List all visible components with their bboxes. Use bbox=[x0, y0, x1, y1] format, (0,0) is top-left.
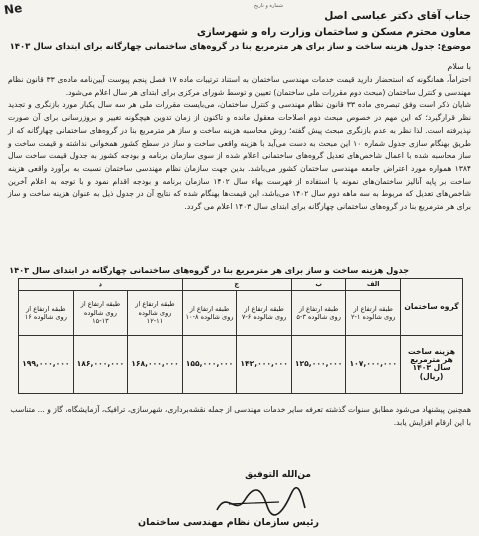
table-row bbox=[19, 279, 463, 291]
cost-value: ۱۰۷,۰۰۰,۰۰۰ bbox=[346, 335, 401, 393]
group-header: ج bbox=[182, 279, 291, 291]
cost-table bbox=[18, 278, 463, 394]
subgroup-header: طبقه ارتفاع از روی شالوده ۸-۱۰ bbox=[182, 291, 237, 336]
closing-phrase: من‌الله التوفیق bbox=[245, 470, 311, 480]
cost-value: ۱۸۶,۰۰۰,۰۰۰ bbox=[73, 335, 128, 393]
footer-paragraph: همچنین پیشنهاد می‌شود مطابق سنوات گذشته تعرفه سایر خدمات مهندسی از جمله نقشه‌برداری، شهرسازی، ترافیک، آزمایشگاه، گاز و ... متناسب با این ارقام افزایش یابد. bbox=[10, 405, 471, 427]
subgroup-header: طبقه ارتفاع از روی شالوده ۳-۵ bbox=[291, 291, 346, 336]
subgroup-header: طبقه ارتفاع از روی شالوده ۶-۷ bbox=[237, 291, 292, 336]
table-row bbox=[19, 335, 463, 393]
signer-title: رئیس سازمان نظام مهندسی ساختمان bbox=[137, 517, 319, 528]
table-row bbox=[19, 291, 463, 336]
subgroup-header: طبقه ارتفاع از روی شالوده ۱۶ bbox=[19, 291, 74, 336]
paragraph-1: احتراماً، همانگونه که استحضار دارید قیمت خدمات مهندسی ساختمان به استناد ترتیبات ماده ۱۷ فصل پنجم پیوست آیین‌نامه ماده‌ی ۳۳ قانون نظام مهندسی و کنترل ساختمان (مبحث دوم مقررات ملی ساختمان) تعیین و توسط شورای مرکزی برای ابتدای هر سال اعلام می‌شود. bbox=[8, 75, 471, 97]
subgroup-header: طبقه ارتفاع از روی شالوده ۱۱-۱۲ bbox=[128, 291, 183, 336]
value-label: هزینه ساخت هر مترمربع سال ۱۴۰۳ (ریال) bbox=[401, 335, 463, 393]
group-header: ب bbox=[291, 279, 346, 291]
subject-line: موضوع: جدول هزینه ساخت و ساز برای هر مترمربع بنا در گروه‌های ساختمانی چهارگانه برای ابتدای سال ۱۴۰۳ bbox=[9, 42, 471, 52]
table-caption: جدول هزینه ساخت و ساز برای هر مترمربع بنا در گروه‌های ساختمانی چهارگانه در ابتدای سال ۱۴۰۳ bbox=[9, 265, 409, 275]
stamp-mark: Ne bbox=[3, 0, 24, 18]
signature-scribble bbox=[209, 482, 309, 520]
cost-value: ۱۴۲,۰۰۰,۰۰۰ bbox=[237, 335, 292, 393]
reference-note: شماره و تاریخ bbox=[253, 3, 283, 9]
subgroup-header: طبقه ارتفاع از روی شالوده ۱-۲ bbox=[346, 291, 401, 336]
subgroup-header: طبقه ارتفاع از روی شالوده ۱۳-۱۵ bbox=[73, 291, 128, 336]
salutation: با سلام bbox=[447, 62, 471, 71]
cost-value: ۱۲۵,۰۰۰,۰۰۰ bbox=[291, 335, 346, 393]
row-header: گروه ساختمان bbox=[401, 279, 463, 336]
addressee-title: معاون محترم مسکن و ساختمان وزارت راه و شهرسازی bbox=[196, 27, 471, 38]
cost-value: ۱۵۵,۰۰۰,۰۰۰ bbox=[182, 335, 237, 393]
paragraph-2: شایان ذکر است وفق تبصره‌ی ماده ۳۳ قانون نظام مهندسی و کنترل ساختمان، می‌بایست مقررات ملی هر سه سال یکبار مورد بازنگری و تجدید نظر قرارگیرد؛ که این مهم در خصوص مبحث دوم اصلاحات معقول مانده و تاکنون از زمان تدوین هیچگونه تغییر و بروزرسانی برای آن صورت نپذیرفته است. لذا نظر به عدم بازنگری مبحث پیش گفته؛ روش محاسبه هزینه ساخت و ساز هر مترمربع بنا در گروه‌های ساختمانی چهارگانه که از طریق بهنگام سازی جدول شماره ۱۰ این مبحث به دست می‌آید با هزینه واقعی ساخت و ساز در سطح کشور همخوانی نداشته و قیمت ساخت و ساز محاسبه شده با اعمال شاخص‌های تعدیل گروه‌های ساختمانی اعلام شده از سوی سازمان برنامه و بودجه کشور به جدول قیمت ساخت سال ۱۳۸۴ همواره مورد اعتراض جامعه مهندسی ساختمان کشور می‌باشد. بدین جهت سازمان نظام مهندسی ساختمان نسبت به برآورد واقعی هزینه ساخت بر پایه آنالیز ساختمان‌های نمونه با استفاده از فهرست بهاء سال ۱۴۰۲ سازمان برنامه و بودجه اقدام نمود و با توجه به اعلام آخرین شاخص‌های تعدیل که مربوط به سه ماهه دوم سال ۱۴۰۲ می‌باشد، این قیمت‌ها بهنگام شده که نتایج آن در جدول ذیل به عنوان هزینه ساخت و ساز برای هر مترمربع بنا در گروه‌های ساختمانی چهارگانه برای ابتدای سال ۱۴۰۳ اعلام می گردد. bbox=[8, 100, 471, 212]
addressee: جناب آقای دکتر عباسی اصل bbox=[324, 10, 471, 22]
letter-body bbox=[8, 74, 471, 214]
group-header: د bbox=[19, 279, 183, 291]
group-header: الف bbox=[346, 279, 401, 291]
cost-value: ۱۹۹,۰۰۰,۰۰۰ bbox=[19, 335, 74, 393]
cost-value: ۱۶۸,۰۰۰,۰۰۰ bbox=[128, 335, 183, 393]
